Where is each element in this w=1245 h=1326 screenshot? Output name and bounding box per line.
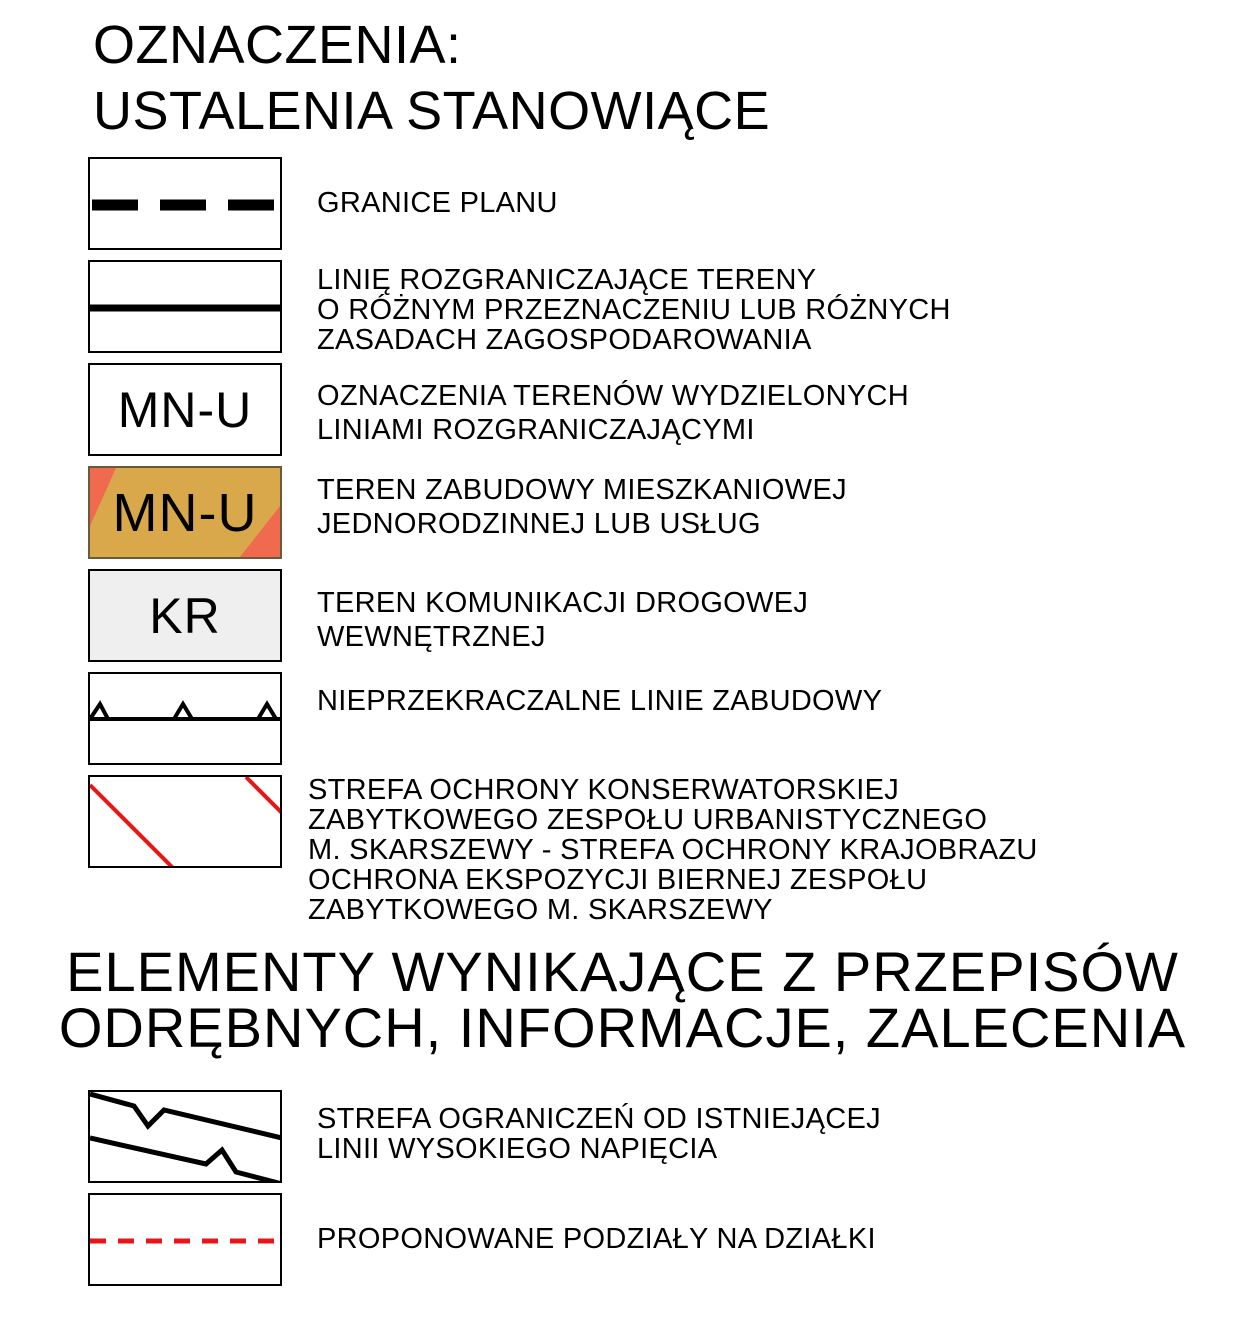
- legend-label-plan-boundary: GRANICE PLANU: [317, 187, 558, 219]
- legend-label-area-codes: OZNACZENIA TERENÓW WYDZIELONYCH LINIAMI ROZGRANICZAJĄCYMI: [317, 380, 910, 446]
- road-code: KR: [149, 587, 221, 644]
- legend-subtitle: USTALENIA STANOWIĄCE: [93, 81, 771, 141]
- legend-symbol-conservation-zone: [88, 775, 282, 868]
- solid-demarcation-line-icon: [90, 262, 280, 351]
- legend-symbol-road-zone: [88, 569, 282, 662]
- legend-symbol-area-codes: [88, 363, 282, 456]
- legend-symbol-high-voltage: [88, 1090, 282, 1183]
- legend-symbol-proposed-plots: [88, 1193, 282, 1286]
- section2-subtitle: ODRĘBNYCH, INFORMACJE, ZALECENIA: [58, 996, 1187, 1059]
- building-line-triangles-icon: [90, 674, 280, 763]
- legend-label-conservation-zone: STREFA OCHRONY KONSERWATORSKIEJ ZABYTKOWEGO ZESPOŁU URBANISTYCZNEGO M. SKARSZEWY - STREFA OCHRONY KRAJOBRAZU OCHRONA EKSPOZYCJI BIERNEJ ZESPOŁU ZABYTKOWEGO M. SKARSZEWY: [308, 774, 1038, 926]
- legend-symbol-building-lines: [88, 672, 282, 765]
- legend-label-residential-zone: TEREN ZABUDOWY MIESZKANIOWEJ JEDNORODZINNEJ LUB USŁUG: [317, 474, 847, 540]
- legend-label-building-lines: NIEPRZEKRACZALNE LINIE ZABUDOWY: [317, 685, 883, 717]
- high-voltage-zone-icon: [90, 1092, 280, 1181]
- residential-code: MN-U: [112, 482, 258, 543]
- legend-symbol-plan-boundary: [88, 157, 282, 250]
- legend-label-high-voltage: STREFA OGRANICZEŃ OD ISTNIEJĄCEJ LINII WYSOKIEGO NAPIĘCIA: [317, 1103, 881, 1165]
- legend-label-demarcation-lines: LINIĘ ROZGRANICZAJĄCE TERENY O RÓŻNYM PRZEZNACZENIU LUB RÓŻNYCH ZASADACH ZAGOSPODAROWANIA: [317, 264, 951, 356]
- red-hatch-lines-icon: [90, 777, 280, 866]
- legend-label-road-zone: TEREN KOMUNIKACJI DROGOWEJ WEWNĘTRZNEJ: [317, 587, 809, 653]
- dashed-boundary-line-icon: [90, 159, 280, 248]
- area-code-sample: MN-U: [117, 381, 253, 438]
- legend-symbol-residential-zone: [88, 466, 282, 559]
- legend-symbol-demarcation-lines: [88, 260, 282, 353]
- red-dashed-line-icon: [90, 1195, 280, 1284]
- legend-label-proposed-plots: PROPONOWANE PODZIAŁY NA DZIAŁKI: [317, 1223, 876, 1255]
- section2-title: ELEMENTY WYNIKAJĄCE Z PRZEPISÓW: [66, 940, 1179, 1003]
- legend-title: OZNACZENIA:: [93, 15, 462, 75]
